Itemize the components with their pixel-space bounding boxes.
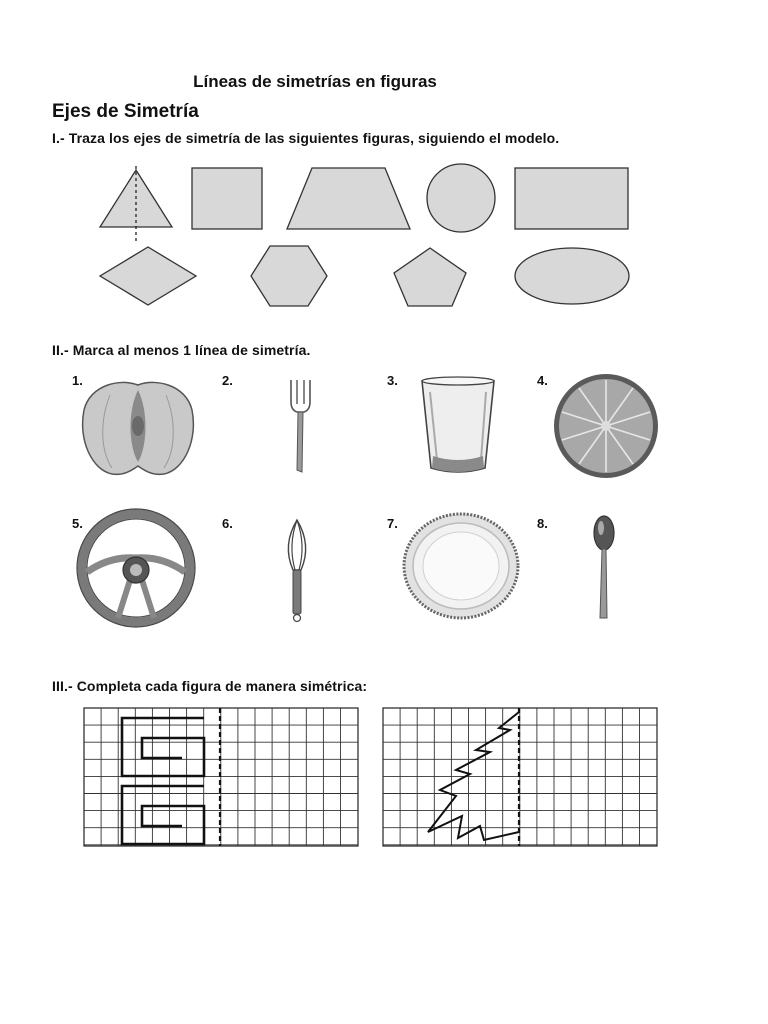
item-number-2: 2. bbox=[222, 373, 233, 388]
item-number-3: 3. bbox=[387, 373, 398, 388]
item-number-5: 5. bbox=[72, 516, 83, 531]
item-number-7: 7. bbox=[387, 516, 398, 531]
item-number-6: 6. bbox=[222, 516, 233, 531]
item-number-4: 4. bbox=[537, 373, 548, 388]
section-3-heading: III.- Completa cada figura de manera simétrica: bbox=[52, 678, 368, 694]
page-title: Líneas de simetrías en figuras bbox=[193, 72, 437, 91]
section-2-heading: II.- Marca al menos 1 línea de simetría. bbox=[52, 342, 311, 358]
spiral-pattern-grid bbox=[84, 708, 358, 846]
item-number-1: 1. bbox=[72, 373, 83, 388]
tree-pattern-grid bbox=[383, 708, 657, 846]
page-subtitle: Ejes de Simetría bbox=[52, 101, 199, 122]
section-1-heading: I.- Traza los ejes de simetría de las siguientes figuras, siguiendo el modelo. bbox=[52, 130, 560, 146]
item-number-8: 8. bbox=[537, 516, 548, 531]
